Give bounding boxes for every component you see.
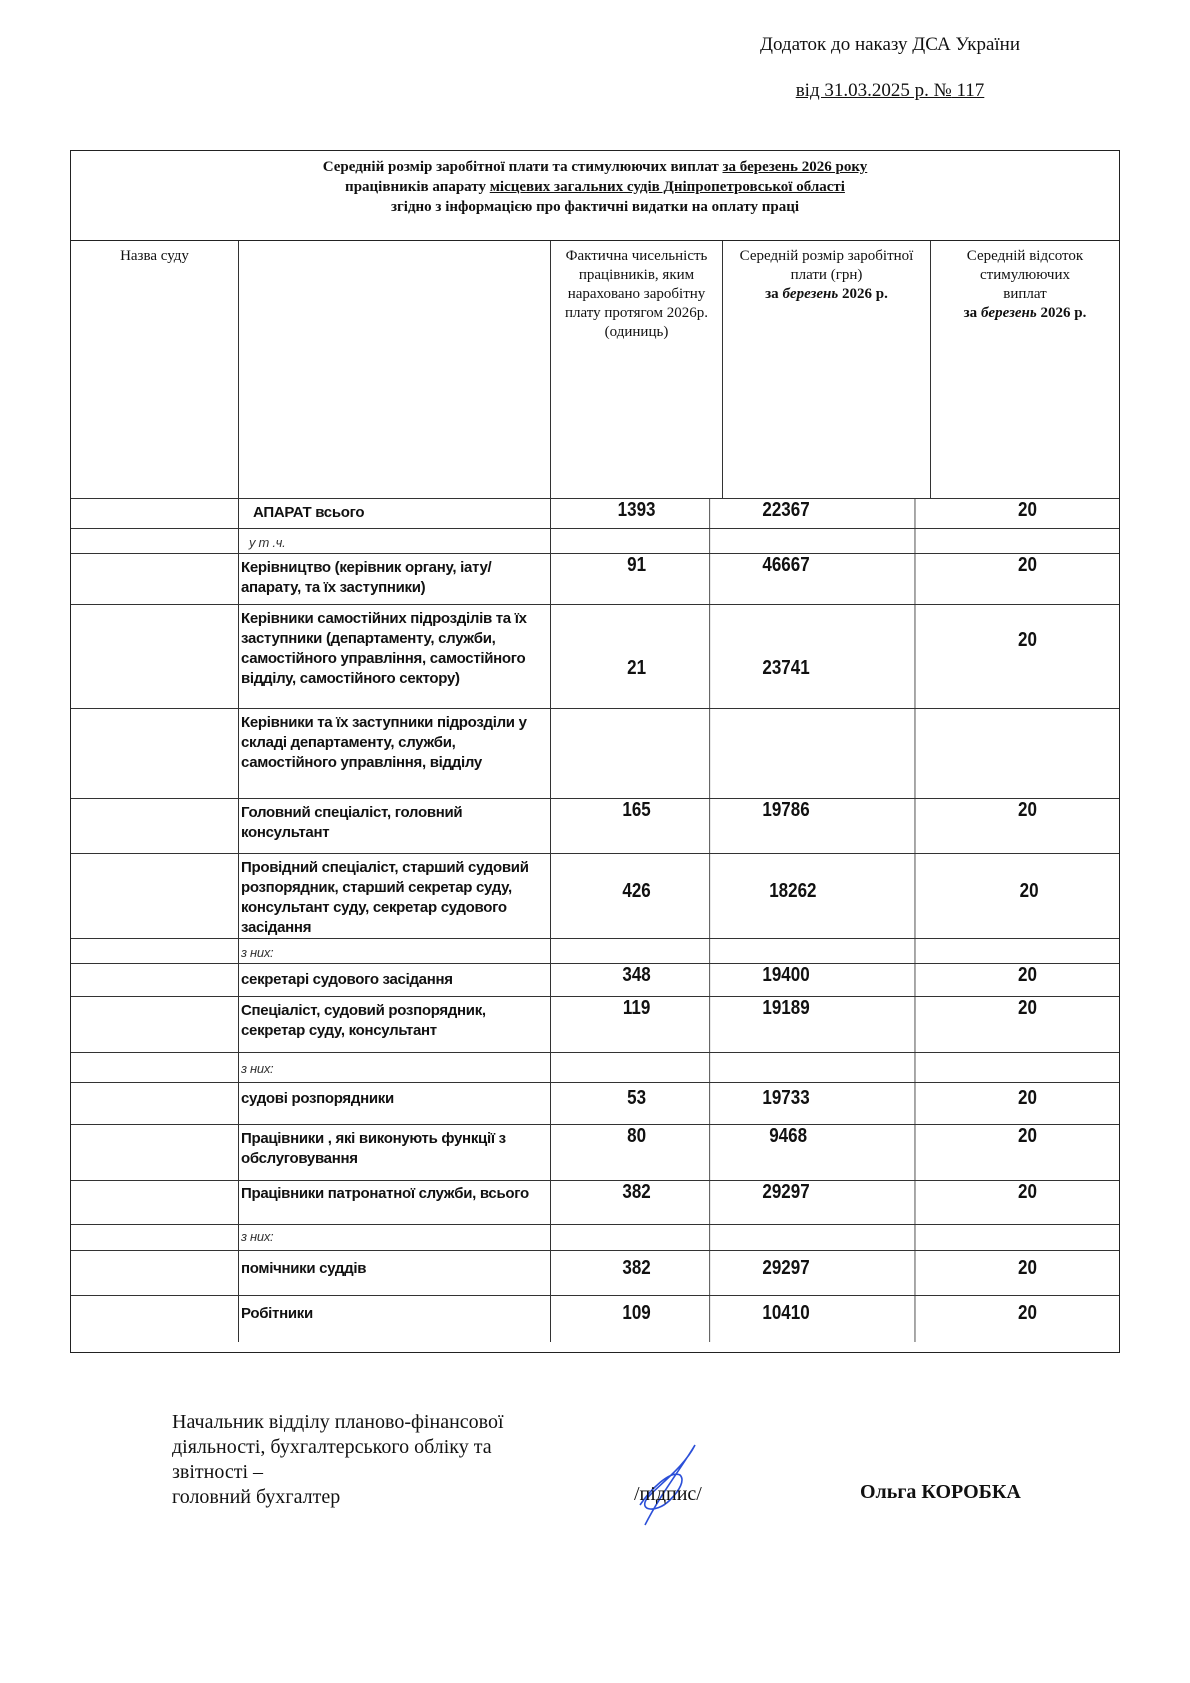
row-salary: 19733 — [739, 1083, 916, 1124]
table-row — [71, 1083, 1119, 1125]
row-bonus: 20 — [1017, 629, 1037, 651]
row-salary: 46667 — [739, 554, 916, 604]
row-court-cell — [71, 799, 239, 853]
table-row — [71, 529, 1119, 554]
row-salary — [739, 1053, 916, 1082]
position-line1: Начальник відділу планово-фінансової — [172, 1411, 504, 1433]
row-court-cell — [71, 964, 239, 996]
row-headcount — [564, 529, 710, 553]
row-bonus: 20 — [1017, 554, 1037, 576]
row-salary: 22367 — [739, 499, 916, 528]
row-court-cell — [71, 1125, 239, 1180]
row-court-cell — [71, 529, 239, 553]
row-court-cell — [71, 1181, 239, 1224]
table-row — [71, 997, 1119, 1053]
row-salary: 19189 — [739, 997, 916, 1052]
row-court-cell — [71, 854, 239, 938]
row-headcount: 382 — [564, 1181, 710, 1224]
row-label: Головний спеціаліст, головний консультант — [239, 799, 551, 853]
header-avg-bonus-text: Середній відсоток стимулюючих виплат — [966, 248, 1084, 302]
row-court-cell — [71, 709, 239, 798]
row-label: Керівники самостійних підрозділів та їх заступники (департаменту, служби, самостійного управління, самостійного відділу, самостійного сектору) — [239, 605, 551, 708]
row-label: АПАРАТ всього — [239, 499, 551, 528]
table-row — [71, 1296, 1119, 1342]
row-bonus: 20 — [1017, 1302, 1037, 1324]
row-label: Робітники — [239, 1296, 551, 1342]
row-headcount: 80 — [564, 1125, 710, 1180]
row-bonus: 20 — [1017, 1257, 1037, 1279]
row-salary — [739, 1225, 916, 1250]
row-court-cell — [71, 554, 239, 604]
table-row — [71, 499, 1119, 529]
row-court-cell — [71, 997, 239, 1052]
signer-position — [172, 1410, 504, 1510]
row-salary: 19786 — [739, 799, 916, 853]
table-row — [71, 799, 1119, 854]
header-avg-salary-month: березень — [782, 286, 839, 302]
row-headcount — [564, 1225, 710, 1250]
row-bonus — [945, 529, 1105, 553]
row-headcount — [564, 939, 710, 963]
row-court-cell — [71, 939, 239, 963]
row-bonus — [945, 939, 1105, 963]
row-headcount: 109 — [564, 1296, 710, 1342]
header-court-name: Назва суду — [71, 241, 239, 498]
title-line3: згідно з інформацією про фактичні видатки на оплату праці — [390, 199, 800, 215]
row-headcount — [564, 709, 710, 798]
title-line1: Середній розмір заробітної плати та стимулюючих виплат — [322, 159, 723, 175]
position-line4: головний бухгалтер — [172, 1486, 341, 1508]
row-label: помічники суддів — [239, 1251, 551, 1295]
header-avg-salary-text: Середній розмір заробітної плати (грн) — [739, 248, 914, 283]
header-avg-salary-za: за — [765, 286, 783, 302]
appendix-header — [700, 22, 1080, 114]
row-label: у т .ч. — [239, 529, 551, 553]
row-court-cell — [71, 1083, 239, 1124]
row-salary: 18262 — [739, 854, 916, 938]
row-label: секретарі судового засідання — [239, 964, 551, 996]
position-line3: звітності – — [172, 1461, 264, 1483]
signature-label: /підпис/ — [634, 1483, 702, 1505]
table-row — [71, 709, 1119, 799]
table-row — [71, 939, 1119, 964]
row-court-cell — [71, 1053, 239, 1082]
header-category — [239, 241, 551, 498]
order-number: 117 — [951, 80, 985, 101]
row-court-cell — [71, 1251, 239, 1295]
title-line2: працівників апарату — [345, 179, 490, 195]
row-salary: 19400 — [739, 964, 916, 996]
row-headcount: 119 — [564, 997, 710, 1052]
row-salary: 23741 — [739, 605, 916, 708]
title-period: за березень 2026 року — [722, 159, 868, 175]
table-row — [71, 554, 1119, 605]
appendix-line2 — [700, 68, 1080, 114]
row-label: судові розпорядники — [239, 1083, 551, 1124]
row-label: Працівники , які виконують функції з обслуговування — [239, 1125, 551, 1180]
row-bonus: 20 — [1019, 880, 1039, 902]
title-courts: місцевих загальних судів Дніпропетровської області — [489, 179, 845, 195]
row-bonus — [945, 709, 1105, 798]
row-label: Керівництво (керівник органу, іату/апарату, та їх заступники) — [239, 554, 551, 604]
header-row — [71, 241, 1119, 499]
row-headcount: 348 — [564, 964, 710, 996]
row-bonus: 20 — [1017, 1087, 1037, 1109]
header-avg-bonus-za: за — [963, 305, 981, 321]
table-row — [71, 964, 1119, 997]
row-bonus — [945, 1053, 1105, 1082]
position-line2: діяльності, бухгалтерського обліку та — [172, 1436, 492, 1458]
row-court-cell — [71, 1225, 239, 1250]
table-row — [71, 605, 1119, 709]
row-headcount: 426 — [564, 854, 710, 938]
row-bonus: 20 — [1017, 1181, 1037, 1203]
row-headcount: 1393 — [564, 499, 710, 528]
row-court-cell — [71, 605, 239, 708]
row-headcount: 21 — [564, 605, 710, 708]
header-avg-bonus — [931, 241, 1119, 498]
row-salary: 29297 — [739, 1251, 916, 1295]
row-bonus: 20 — [1017, 799, 1037, 821]
table-row — [71, 1251, 1119, 1296]
row-headcount: 91 — [564, 554, 710, 604]
row-bonus: 20 — [1017, 997, 1037, 1019]
table-row — [71, 854, 1119, 939]
row-label: Керівники та їх заступники підрозділи у складі департаменту, служби, самостійного управління, відділу — [239, 709, 551, 798]
row-court-cell — [71, 1296, 239, 1342]
header-avg-salary — [723, 241, 931, 498]
row-salary: 29297 — [739, 1181, 916, 1224]
row-salary: 9468 — [739, 1125, 916, 1180]
signer-name: Ольга КОРОБКА — [860, 1481, 1021, 1503]
row-headcount: 382 — [564, 1251, 710, 1295]
table-title — [71, 151, 1119, 241]
row-bonus: 20 — [1017, 964, 1037, 986]
row-salary: 10410 — [739, 1296, 916, 1342]
row-salary — [739, 709, 916, 798]
header-avg-bonus-year: 2026 р. — [1036, 305, 1087, 321]
table-row — [71, 1125, 1119, 1181]
row-headcount: 165 — [564, 799, 710, 853]
order-date: від 31.03.2025 р. № — [795, 80, 952, 101]
row-headcount — [564, 1053, 710, 1082]
header-avg-salary-year: 2026 р. — [838, 286, 888, 302]
row-bonus — [945, 1225, 1105, 1250]
row-headcount: 53 — [564, 1083, 710, 1124]
row-court-cell — [71, 499, 239, 528]
row-label: Працівники патронатної служби, всього — [239, 1181, 551, 1224]
row-label: Спеціаліст, судовий розпорядник, секретар суду, консультант — [239, 997, 551, 1052]
header-headcount: Фактична чисельність працівників, яким нараховано заробітну плату протягом 2026р.(одиниць) — [551, 241, 723, 498]
row-label: з них: — [239, 1053, 551, 1082]
appendix-line1: Додаток до наказу ДСА України — [759, 34, 1021, 55]
row-label: з них: — [239, 1225, 551, 1250]
row-label: з них: — [239, 939, 551, 963]
row-salary — [739, 529, 916, 553]
table-row — [71, 1181, 1119, 1225]
row-bonus: 20 — [1017, 499, 1037, 521]
row-bonus: 20 — [1017, 1125, 1037, 1147]
table-row — [71, 1053, 1119, 1083]
header-avg-bonus-month: березень — [980, 305, 1037, 321]
table-row — [71, 1225, 1119, 1251]
salary-table — [70, 150, 1120, 1353]
row-salary — [739, 939, 916, 963]
row-label: Провідний спеціаліст, старший судовий розпорядник, старший секретар суду, консультант суду, секретар судового засідання — [239, 854, 551, 938]
